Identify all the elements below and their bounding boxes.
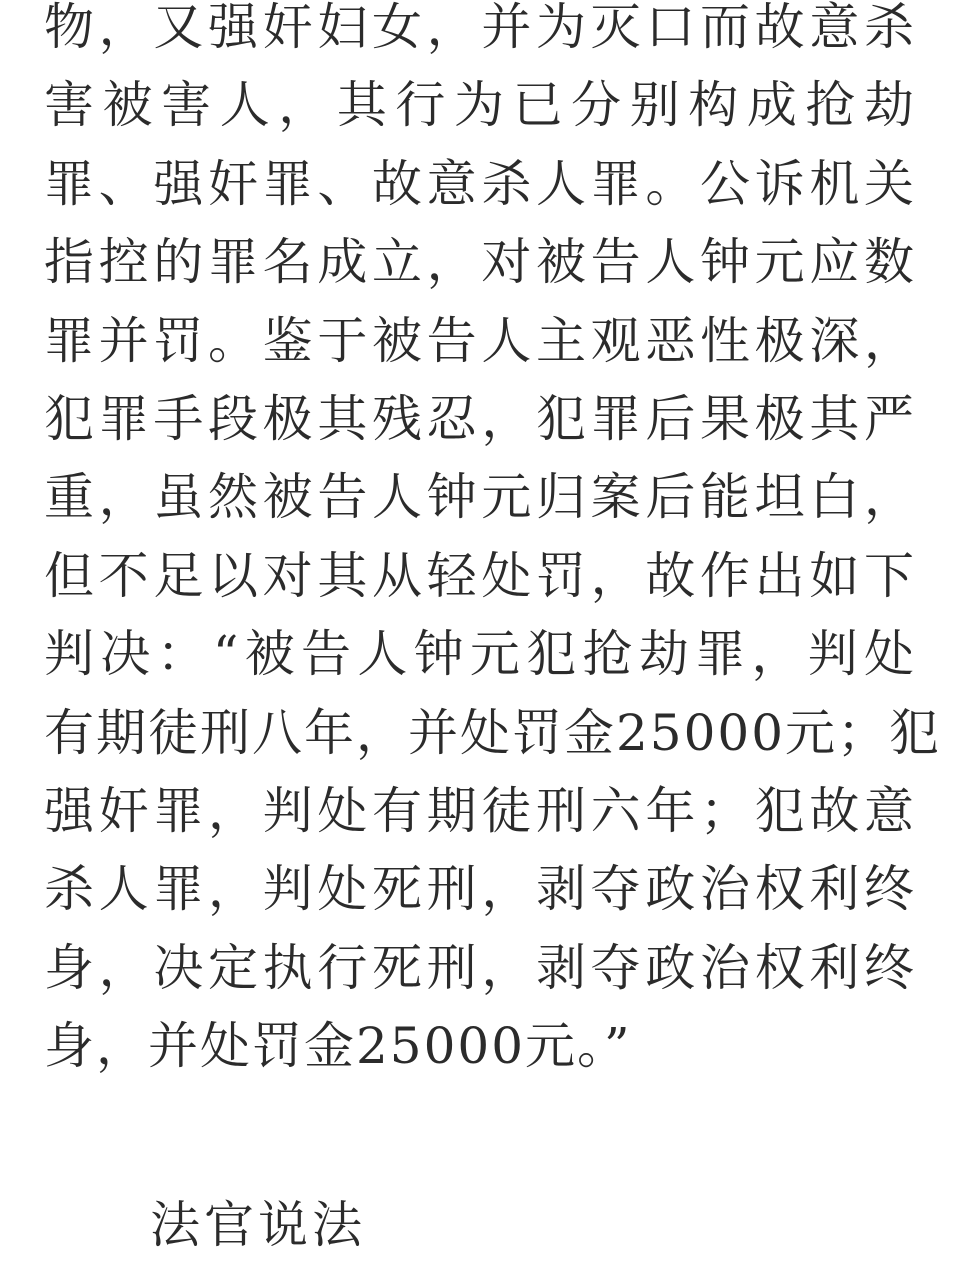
paragraph-line: 有期徒刑八年，并处罚金25000元；犯 <box>44 703 942 762</box>
paragraph-line: 指控的罪名成立，对被告人钟元应数 <box>44 233 916 292</box>
article-body <box>44 0 942 1085</box>
paragraph-line: 害被害人，其行为已分别构成抢劫 <box>44 76 916 135</box>
paragraph-line: 强奸罪，判处有期徒刑六年；犯故意 <box>44 781 916 840</box>
paragraph-line: 物，又强奸妇女，并为灭口而故意杀 <box>44 0 916 56</box>
paragraph-line: 身，决定执行死刑，剥夺政治权利终 <box>44 938 916 997</box>
paragraph-line: 重，虽然被告人钟元归案后能坦白， <box>44 468 916 527</box>
paragraph-line: 判决：“被告人钟元犯抢劫罪，判处 <box>44 625 916 684</box>
paragraph-line: 罪、强奸罪、故意杀人罪。公诉机关 <box>44 154 916 213</box>
paragraph-line: 但不足以对其从轻处罚，故作出如下 <box>44 546 916 605</box>
paragraph-line: 身，并处罚金25000元。” <box>44 1017 632 1076</box>
paragraph-line: 罪并罚。鉴于被告人主观恶性极深， <box>44 311 916 370</box>
paragraph-line: 犯罪手段极其残忍，犯罪后果极其严 <box>44 389 916 448</box>
section-heading: 法官说法 <box>150 1196 366 1254</box>
paragraph-line: 杀人罪，判处死刑，剥夺政治权利终 <box>44 860 916 919</box>
